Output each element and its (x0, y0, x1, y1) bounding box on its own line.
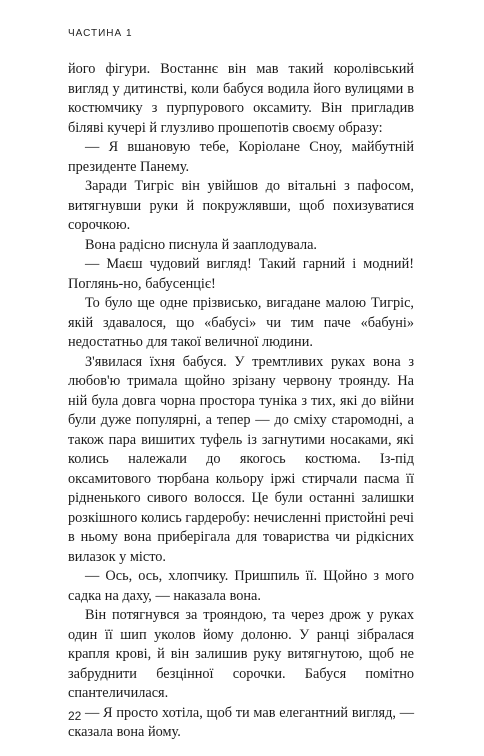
paragraph: — Я просто хотіла, щоб ти мав елегантний вигляд, — сказала вона йому. (68, 704, 414, 740)
paragraph: його фігури. Востаннє він мав такий королівський вигляд у дитинстві, коли бабуся водила його вулицями в костюмчику з пурпурового оксамиту. Він пригладив біляві кучері й глузливо прошепотів своєму образу: (68, 61, 414, 136)
paragraph: Заради Тигріс він увійшов до вітальні з пафосом, витягнувши руки й покружлявши, щоб похизуватися сорочкою. (68, 178, 414, 233)
paragraph: З'явилася їхня бабуся. У тремтливих руках вона з любов'ю тримала щойно зрізану червону троянду. На ній була довга чорна простора туніка з тих, які до війни були дуже популярні, а тепер — до сміху старомодні, а також пара вишитих туфель із загнутими носаками, які колись належали до якогось костюма. Із-під оксамитового тюрбана кольору іржі стирчали пасма її рідненького сивого волосся. Це були останні залишки розкішного колись гардеробу: нечисленні пристойні речі в ньому вона приберігала для товариства чи рідкісних вилазок у місто. (68, 353, 414, 565)
running-header: ЧАСТИНА 1 (68, 28, 133, 39)
paragraph: Він потягнувся за трояндою, та через дрож у руках один її шип уколов йому долоню. У ранці зібралася крапля крові, й він залишив руку витягнутою, щоб не забруднити безцінної сорочки. Бабуся помітно спантеличилася. (68, 607, 414, 701)
paragraph: — Маєш чудовий вигляд! Такий гарний і модний! Поглянь-но, бабусенціє! (68, 256, 414, 292)
paragraph: — Я вшановую тебе, Коріолане Сноу, майбутній президенте Панему. (68, 139, 414, 175)
page-number: 22 (68, 709, 82, 723)
paragraph: Вона радісно писнула й зааплодувала. (85, 236, 317, 253)
paragraph: — Ось, ось, хлопчику. Пришпиль її. Щойно з мого садка на даху, — наказала вона. (68, 568, 414, 604)
paragraph: То було ще одне прізвисько, вигадане малою Тигріс, якій здавалося, що «бабусі» чи тим паче «бабуні» недостатньо для такої величної людини. (68, 295, 414, 350)
body-text (68, 60, 414, 743)
